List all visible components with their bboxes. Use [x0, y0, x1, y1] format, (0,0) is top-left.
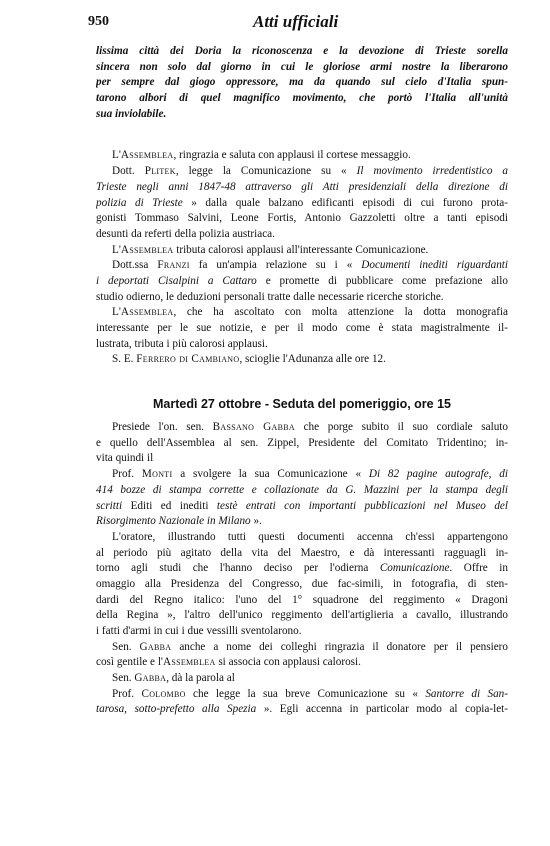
- text-line: dardi del Regno italico: l'uno del 1° squadrone del reggimento « Dragoni: [96, 593, 508, 606]
- text-line: Dott.ssa Franzi fa un'ampia relazione su i « Documenti inediti riguardanti: [112, 259, 508, 272]
- text-line: gonisti Tommaso Salvini, Leone Fortis, Antonio Gazzoletti oltre a tanti episodi: [96, 212, 508, 225]
- page-number: 950: [88, 14, 109, 29]
- morning-session-proceedings: [96, 148, 508, 368]
- text-line: scritti Editi ed inediti testè entrati con importanti pubblicazioni nel Museo del: [96, 499, 508, 512]
- closing-paragraph-italic: [96, 44, 508, 122]
- text-line: della Regina », l'altro dell'unico reggimento dell'artiglieria a cavallo, illustrando: [96, 609, 508, 622]
- text-line: sua inviolabile.: [96, 107, 167, 120]
- text-line: L'oratore, illustrando tutti questi documenti accenna ch'essi appartengono: [112, 530, 508, 543]
- text-line: omaggio alla Presidenza del Congresso, due fac-simili, in fotografia, di sten-: [96, 577, 508, 590]
- paragraph-gap: [96, 122, 508, 148]
- text-line: così gentile e l'Assemblea si associa con applausi calorosi.: [96, 656, 361, 669]
- text-line: i deportati Cisalpini a Cattaro e promette di pubblicare come prefazione allo: [96, 274, 508, 287]
- text-line: per sempre dal giogo oppressore, ma da quando sul cielo d'Italia spun-: [96, 76, 508, 89]
- text-line: lustrata, tributa i più calorosi applausi.: [96, 337, 268, 350]
- text-line: Sen. Gabba, dà la parola al: [112, 672, 235, 685]
- text-line: Prof. Colombo che legge la sua breve Comunicazione su « Santorre di San-: [112, 687, 508, 700]
- running-title: Atti ufficiali: [253, 12, 339, 31]
- text-line: Prof. Monti a svolgere la sua Comunicazione « Di 82 pagine autografe, di: [112, 468, 508, 481]
- text-line: al periodo più agitato della vita del Maestro, e dà interessanti ragguagli in-: [96, 546, 508, 559]
- text-line: desunti da referti della polizia austriaca.: [96, 227, 275, 240]
- text-line: L'Assemblea, ringrazia e saluta con applausi il cortese messaggio.: [112, 149, 411, 162]
- text-line: 414 bozze di stampa corrette e collazionate da G. Mazzini per la stampa degli: [96, 483, 508, 496]
- text-line: Presiede l'on. sen. Bassano Gabba che porge subito il suo cordiale saluto: [112, 421, 508, 434]
- afternoon-session-proceedings: [96, 420, 508, 718]
- text-line: vita quindi il: [96, 452, 154, 465]
- text-line: torno agli studi che l'hanno deciso per l'odierna Comunicazione. Offre in: [96, 562, 508, 575]
- section-gap: [96, 368, 508, 394]
- text-line: lissima città dei Doria la riconoscenza e la devozione di Trieste sorella: [96, 45, 508, 57]
- text-line: L'Assemblea, che ha ascoltato con molta attenzione la dotta monografia: [112, 306, 508, 319]
- text-line: tarosa, sotto-prefetto alla Spezia ». Egli accenna in particolar modo al copia-let-: [96, 703, 508, 716]
- text-line: Trieste negli anni 1847-48 attraverso gli Atti presidenziali della direzione di: [96, 180, 508, 193]
- text-line: interessante per le sue notizie, e per il modo come è stata magistralmente il-: [96, 322, 508, 334]
- running-header: [88, 14, 504, 34]
- text-line: Sen. Gabba anche a nome dei colleghi ringrazia il donatore per il pensiero: [112, 640, 508, 653]
- text-line: Risorgimento Nazionale in Milano ».: [96, 515, 262, 528]
- text-line: S. E. Ferrero di Cambiano, scioglie l'Adunanza alle ore 12.: [112, 353, 386, 366]
- text-line: tarono albori di quel magnifico movimento, che portò l'Italia all'unità: [96, 92, 508, 105]
- session-heading: Martedì 27 ottobre - Seduta del pomeriggio, ore 15: [153, 397, 451, 412]
- text-line: L'Assemblea tributa calorosi applausi all'interessante Comunicazione.: [112, 243, 429, 256]
- text-line: polizia di Trieste » dalla quale balzano edificanti episodi di cui furono prota-: [96, 196, 508, 209]
- page-body: [96, 44, 508, 718]
- text-line: sincera non solo dal giorno in cui le gloriose armi nostre la liberarono: [96, 60, 508, 73]
- text-line: Dott. Plitek, legge la Comunicazione su « Il movimento irredentistico a: [112, 165, 508, 178]
- text-line: studio odierno, le deduzioni personali tratte dalle necessarie ricerche storiche.: [96, 290, 444, 303]
- text-line: e quello dell'Assemblea al sen. Zippel, Presidente del Comitato Tridentino; in-: [96, 436, 508, 449]
- text-line: i fatti d'armi in cui i due vessilli sventolarono.: [96, 625, 302, 637]
